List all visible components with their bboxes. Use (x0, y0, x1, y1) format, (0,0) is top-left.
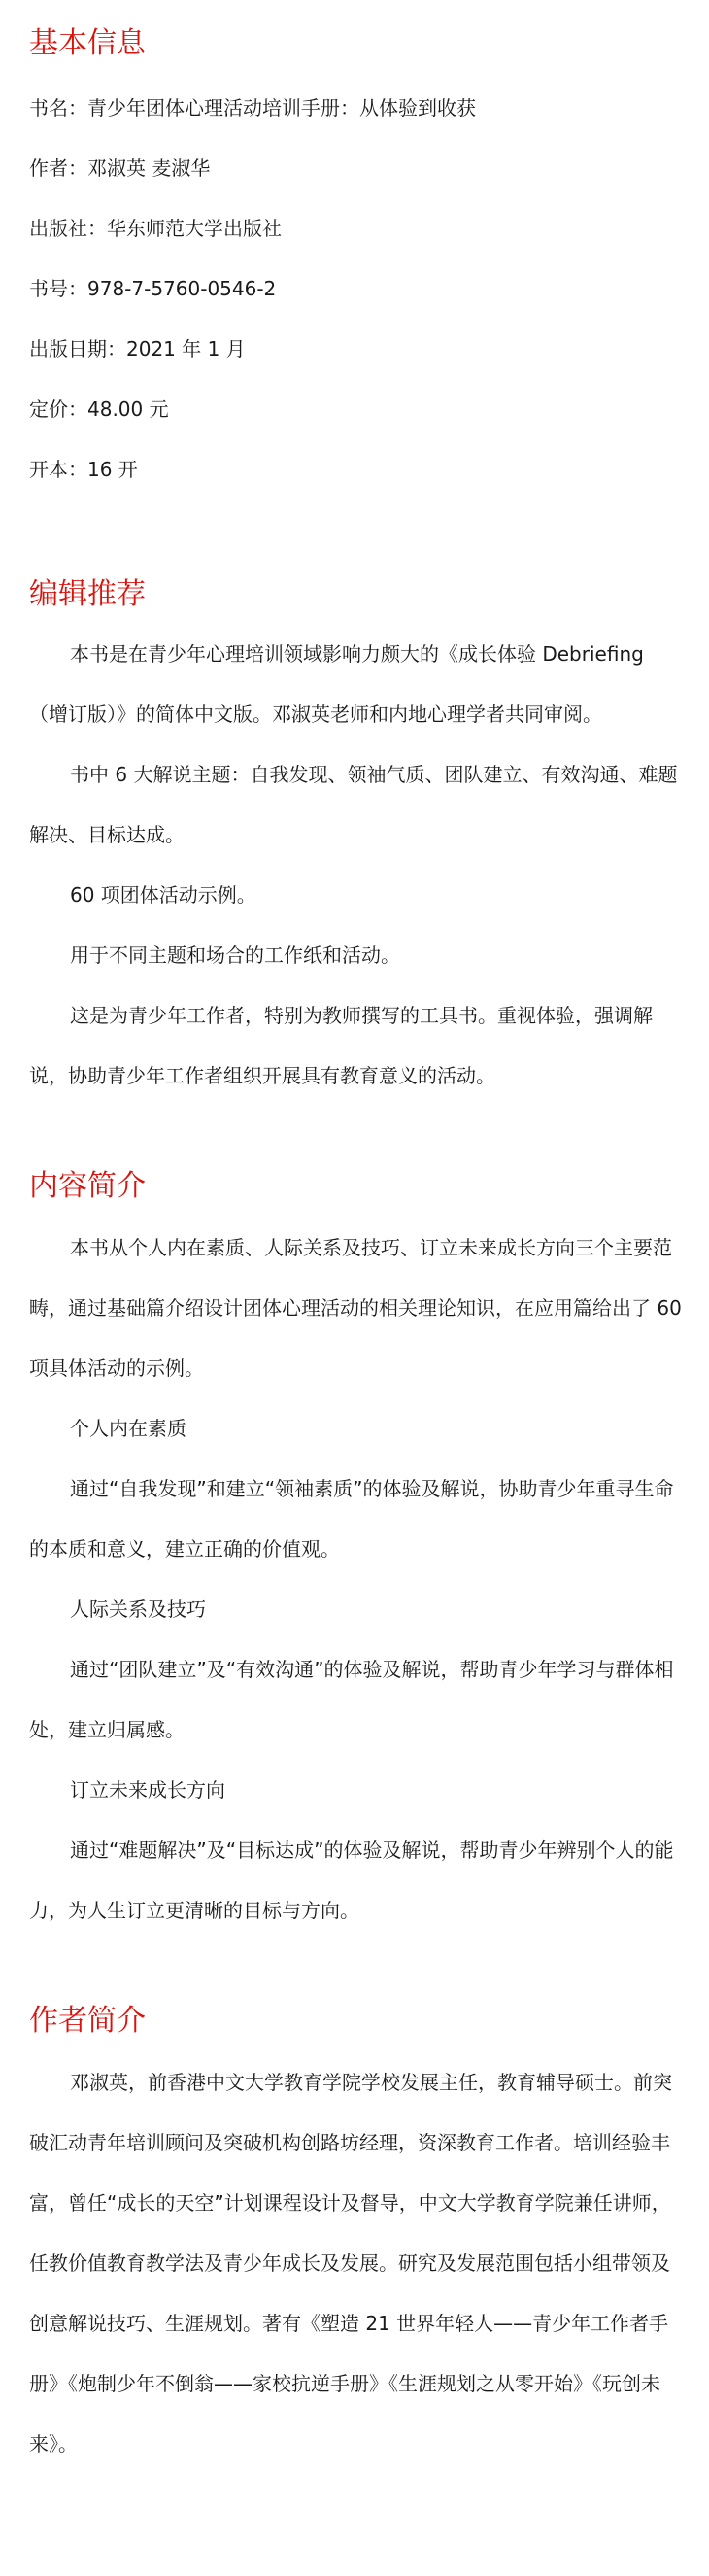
content-paragraph: 通过“团队建立”及“有效沟通”的体验及解说，帮助青少年学习与群体相处，建立归属感。 (29, 1658, 674, 1741)
editor-recommend-heading: 编辑推荐 (29, 577, 146, 611)
recommend-paragraph: 本书是在青少年心理培训领域影响力颇大的《成长体验 Debriefing（增订版）》的简体中文版。邓淑英老师和内地心理学者共同审阅。 (29, 642, 644, 726)
recommend-paragraph: 用于不同主题和场合的工作纸和活动。 (70, 944, 400, 967)
info-date-line: 出版日期：2021 年 1 月 (29, 337, 246, 361)
recommend-paragraph: 书中 6 大解说主题：自我发现、领袖气质、团队建立、有效沟通、难题解决、目标达成。 (29, 763, 678, 846)
recommend-paragraph: 60 项团体活动示例。 (70, 883, 256, 907)
content-paragraph: 本书从个人内在素质、人际关系及技巧、订立未来成长方向三个主要范畴，通过基础篇介绍设计团体心理活动的相关理论知识，在应用篇给出了 60 项具体活动的示例。 (29, 1236, 682, 1380)
info-isbn-line: 书号：978-7-5760-0546-2 (29, 277, 277, 300)
info-publisher-line: 出版社：华东师范大学出版社 (29, 217, 282, 240)
content-subheading: 订立未来成长方向 (70, 1778, 225, 1802)
info-author-line: 作者：邓淑英 麦淑华 (29, 156, 211, 180)
content-intro-heading: 内容简介 (29, 1169, 146, 1203)
info-format-line: 开本：16 开 (29, 458, 138, 481)
basic-info-heading: 基本信息 (29, 26, 146, 60)
content-subheading: 人际关系及技巧 (70, 1597, 206, 1621)
author-paragraph: 邓淑英，前香港中文大学教育学院学校发展主任，教育辅导硕士。前突破汇动青年培训顾问及突破机构创路坊经理，资深教育工作者。培训经验丰富，曾任“成长的天空”计划课程设计及督导，中文大学教育学院兼任讲师，任教价值教育教学法及青少年成长及发展。研究及发展范围包括小组带领及创意解说技巧、生涯规划。著有《塑造 21 世界年轻人——青少年工作者手册》《炮制少年不倒翁——家校抗逆手册》《生涯规划之从零开始》《玩创未来》。 (29, 2071, 672, 2456)
content-subheading: 个人内在素质 (70, 1417, 186, 1440)
content-paragraph: 通过“自我发现”和建立“领袖素质”的体验及解说，协助青少年重寻生命的本质和意义，建立正确的价值观。 (29, 1477, 674, 1561)
content-paragraph: 通过“难题解决”及“目标达成”的体验及解说，帮助青少年辨别个人的能力，为人生订立更清晰的目标与方向。 (29, 1838, 674, 1922)
recommend-paragraph: 这是为青少年工作者，特别为教师撰写的工具书。重视体验，强调解说，协助青少年工作者组织开展具有教育意义的活动。 (29, 1004, 653, 1087)
info-price-line: 定价：48.00 元 (29, 397, 169, 421)
author-intro-heading: 作者简介 (29, 2004, 146, 2038)
info-title-line: 书名：青少年团体心理活动培训手册：从体验到收获 (29, 96, 476, 120)
